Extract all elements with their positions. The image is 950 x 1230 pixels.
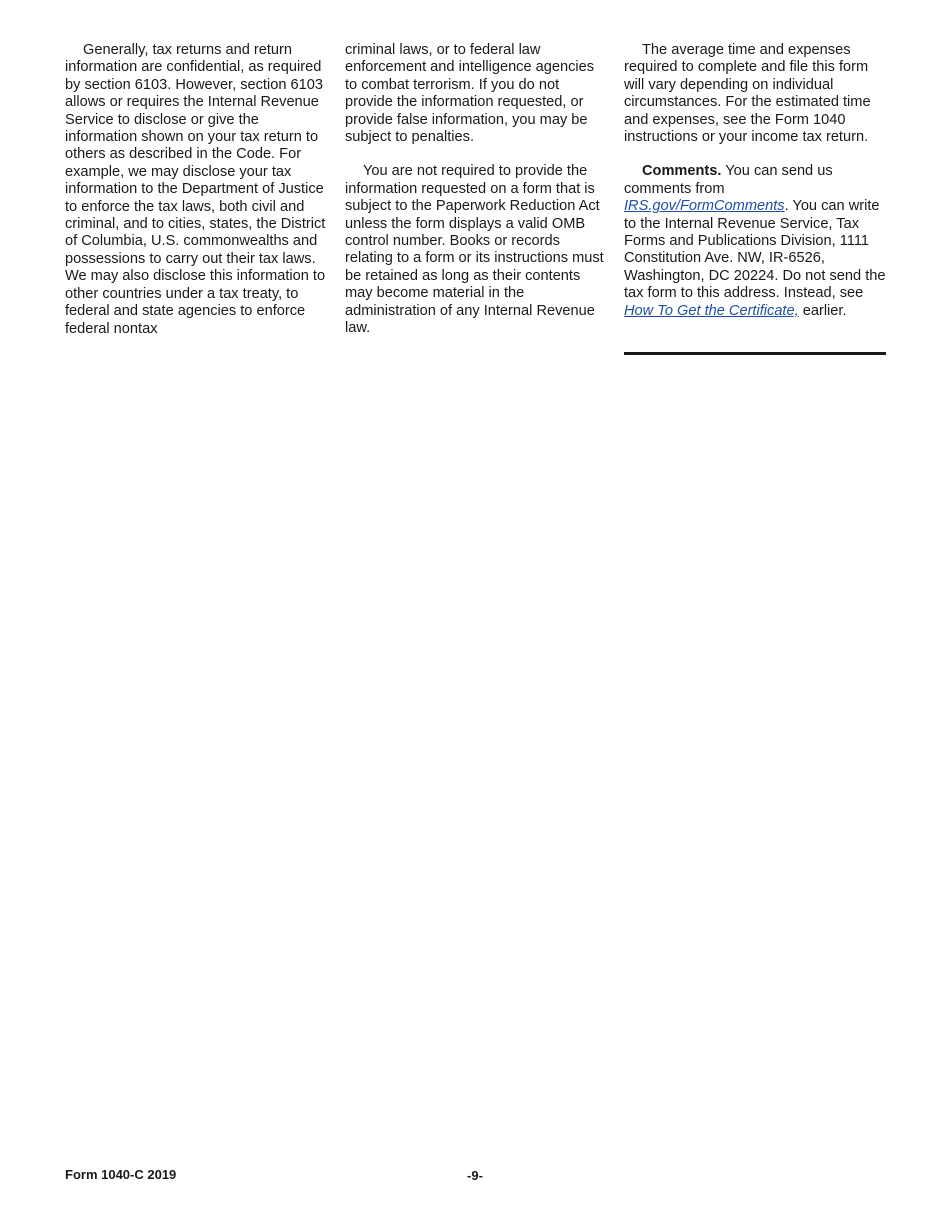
column-left (65, 42, 328, 338)
comments-paragraph (624, 163, 886, 320)
section-end-rule (624, 352, 886, 355)
confidentiality-paragraph: Generally, tax returns and return information are confidential, as required by section 6103. However, section 6103 allows or requires the Internal Revenue Service to disclose or give the information shown on your tax return to others as described in the Code. For example, we may disclose your tax information to the Department of Justice to enforce the tax laws, both civil and criminal, and to cities, states, the District of Columbia, U.S. commonwealths and possessions to carry out their tax laws. We may also disclose this information to other countries under a tax treaty, to federal and state agencies to enforce federal nontax (65, 42, 326, 337)
paperwork-reduction-paragraph: You are not required to provide the information requested on a form that is subject to the Paperwork Reduction Act unless the form displays a valid OMB control number. Books or records relating to a form or its instructions must be retained as long as their contents may become material in the administration of any Internal Revenue law. (345, 163, 604, 337)
time-expenses-paragraph: The average time and expenses required to complete and file this form will vary depending on individual circumstances. For the estimated time and expenses, see the Form 1040 instructions or your income tax return. (624, 42, 871, 146)
comments-heading: Comments. (642, 163, 722, 180)
column-middle (345, 42, 605, 338)
column-right (624, 42, 886, 320)
page-number: -9- (467, 1168, 483, 1183)
form-footer-label: Form 1040-C 2019 (65, 1167, 177, 1182)
comments-text-3: earlier. (798, 302, 847, 319)
comments-text-2: . You can write to the Internal Revenue Service, Tax Forms and Publications Division, 1111 Constitution Ave. NW, IR-6526, Washington, DC 20224. Do not send the tax form to this address. Instead, see (624, 198, 886, 302)
irs-form-comments-link[interactable]: IRS.gov/FormComments (624, 198, 785, 215)
disclosure-continued-paragraph: criminal laws, or to federal law enforcement and intelligence agencies to combat terrorism. If you do not provide the information requested, or provide false information, you may be subject to penalties. (345, 42, 595, 146)
comments-text-1: You can send us comments from (624, 163, 833, 197)
how-to-get-certificate-link[interactable]: How To Get the Certificate, (624, 302, 799, 319)
